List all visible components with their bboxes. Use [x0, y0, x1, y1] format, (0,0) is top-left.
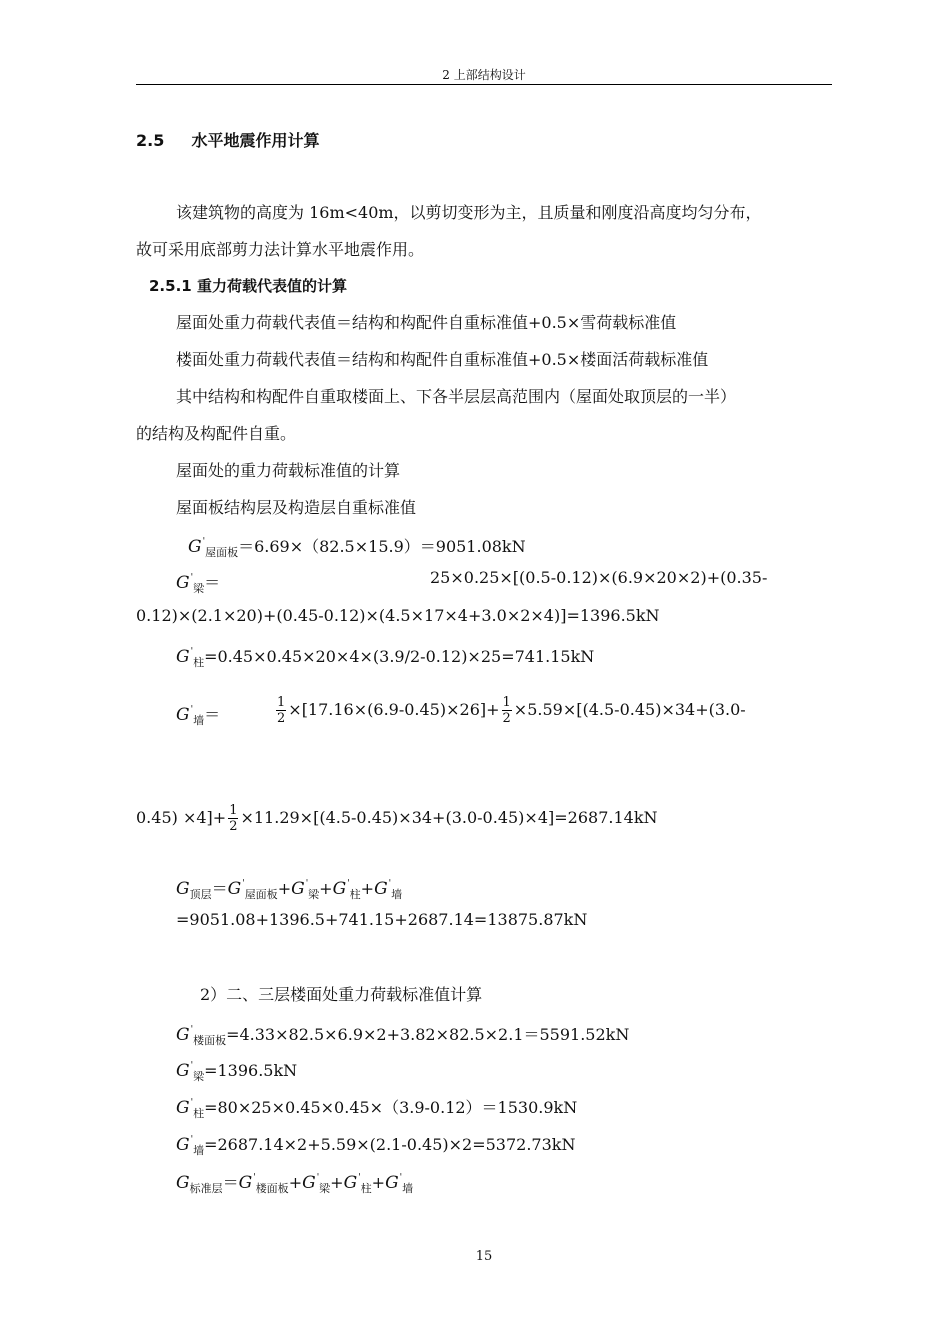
fraction-numerator: 1	[277, 695, 286, 710]
roof-wall-part-3: 0.45) ×4]+	[136, 808, 227, 827]
prime-mark: '	[347, 879, 350, 889]
plus-sign: +	[330, 1173, 344, 1192]
fraction-numerator: 1	[502, 695, 511, 710]
g-symbol: G	[227, 879, 242, 899]
floor-column-subscript: 柱	[193, 1107, 205, 1120]
subsection-heading	[149, 276, 347, 296]
top-floor-sum-result: =9051.08+1396.5+741.15+2687.14=13875.87kN	[176, 910, 588, 929]
roof-wall-expression-2	[136, 798, 658, 838]
section-heading	[136, 131, 320, 151]
prime-mark: '	[190, 1135, 194, 1145]
standard-floor-sum-formula	[176, 1168, 413, 1199]
roof-wall-part-4: ×11.29×[(4.5-0.45)×34+(3.0-0.45)×4]=2687.14kN	[240, 808, 658, 827]
floor-wall-subscript: 墙	[193, 1144, 205, 1157]
prime-mark: '	[358, 1173, 361, 1183]
subsection-title: 重力荷载代表值的计算	[196, 277, 347, 295]
header-rule	[136, 84, 832, 85]
roof-wall-part-1: ×[17.16×(6.9-0.45)×26]+	[288, 700, 500, 719]
g-symbol: G	[176, 1173, 190, 1193]
fraction-numerator: 1	[229, 803, 238, 818]
prime-mark: '	[190, 1025, 194, 1035]
top-floor-sum-formula	[176, 874, 402, 905]
prime-mark: '	[190, 1061, 194, 1071]
self-weight-line-2: 的结构及构配件自重。	[136, 424, 297, 443]
g-symbol: G	[385, 1173, 399, 1193]
g-symbol: G	[332, 879, 347, 899]
roof-slab-formula	[188, 532, 526, 563]
roof-beam-formula-head	[176, 568, 220, 599]
roof-wall-part-2: ×5.59×[(4.5-0.45)×34+(3.0-	[513, 700, 746, 719]
g-symbol: G	[374, 879, 388, 899]
prime-mark: '	[399, 1173, 403, 1183]
roof-beam-subscript: 梁	[308, 888, 320, 901]
plus-sign: +	[277, 879, 292, 898]
floor-slab-subscript: 楼面板	[255, 1182, 289, 1195]
plus-sign: +	[319, 879, 333, 898]
roof-column-subscript: 柱	[349, 888, 361, 901]
roof-wall-subscript: 墙	[193, 714, 205, 727]
top-floor-subscript: 顶层	[189, 888, 212, 901]
roof-column-formula	[176, 642, 594, 673]
intro-line-2: 故可采用底部剪力法计算水平地震作用。	[136, 240, 425, 259]
equals-sign: ＝	[211, 879, 228, 898]
g-symbol: G	[188, 537, 202, 557]
floor-column-expression: =80×25×0.45×0.45×（3.9-0.12）＝1530.9kN	[204, 1098, 578, 1117]
subsection-number: 2.5.1	[149, 277, 192, 295]
prime-mark: '	[190, 647, 194, 657]
fraction-denominator: 2	[277, 711, 286, 726]
g-symbol: G	[291, 879, 305, 899]
roof-calc-heading: 屋面处的重力荷载标准值的计算	[176, 461, 401, 480]
prime-mark: '	[242, 879, 245, 889]
roof-beam-expression-2: 0.12)×(2.1×20)+(0.45-0.12)×(4.5×17×4+3.0×2×4)]=1396.5kN	[136, 606, 660, 625]
intro-line-1: 该建筑物的高度为 16m<40m，以剪切变形为主，且质量和刚度沿高度均匀分布，	[176, 203, 762, 222]
g-symbol: G	[176, 1098, 190, 1118]
roof-slab-heading: 屋面板结构层及构造层自重标准值	[176, 498, 417, 517]
prime-mark: '	[190, 573, 194, 583]
g-symbol: G	[302, 1173, 316, 1193]
floor-beam-subscript: 梁	[319, 1182, 331, 1195]
floor-calc-heading: 2）二、三层楼面处重力荷载标准值计算	[200, 985, 483, 1004]
plus-sign: +	[288, 1173, 303, 1192]
floor-wall-expression: =2687.14×2+5.59×(2.1-0.45)×2=5372.73kN	[204, 1135, 576, 1154]
fraction-one-half	[228, 803, 238, 834]
floor-slab-formula	[176, 1020, 629, 1051]
floor-beam-expression: =1396.5kN	[204, 1061, 298, 1080]
standard-floor-subscript: 标准层	[189, 1182, 223, 1195]
floor-slab-expression: =4.33×82.5×6.9×2+3.82×82.5×2.1＝5591.52kN	[226, 1025, 630, 1044]
roof-beam-subscript: 梁	[193, 582, 205, 595]
page-number: 15	[475, 1249, 493, 1264]
prime-mark: '	[316, 1173, 320, 1183]
roof-slab-expression: ＝6.69×（82.5×15.9）＝9051.08kN	[238, 537, 526, 556]
prime-mark: '	[388, 879, 392, 889]
floor-slab-subscript: 楼面板	[193, 1034, 227, 1047]
g-symbol: G	[176, 647, 190, 667]
self-weight-line-1: 其中结构和构配件自重取楼面上、下各半层层高范围内（屋面处取顶层的一半）	[176, 387, 737, 406]
floor-column-subscript: 柱	[360, 1182, 372, 1195]
g-symbol: G	[176, 705, 190, 725]
prime-mark: '	[190, 705, 194, 715]
floor-definition: 楼面处重力荷载代表值＝结构和构配件自重标准值+0.5×楼面活荷载标准值	[176, 350, 709, 369]
fraction-one-half	[276, 695, 286, 726]
roof-beam-expression-1: 25×0.25×[(0.5-0.12)×(6.9×20×2)+(0.35-	[430, 568, 768, 587]
fraction-one-half	[502, 695, 512, 726]
fraction-denominator: 2	[229, 819, 238, 834]
prime-mark: '	[253, 1173, 256, 1183]
roof-definition: 屋面处重力荷载代表值＝结构和构配件自重标准值+0.5×雪荷载标准值	[176, 313, 677, 332]
roof-slab-subscript: 屋面板	[205, 546, 239, 559]
g-symbol: G	[176, 879, 190, 899]
g-symbol: G	[176, 573, 190, 593]
roof-slab-subscript: 屋面板	[244, 888, 278, 901]
equals-sign: ＝	[222, 1173, 239, 1192]
floor-beam-formula	[176, 1056, 297, 1087]
g-symbol: G	[176, 1135, 190, 1155]
section-title: 水平地震作用计算	[191, 131, 320, 150]
prime-mark: '	[190, 1098, 194, 1108]
running-header: 2 上部结构设计	[442, 68, 526, 82]
plus-sign: +	[371, 1173, 386, 1192]
g-symbol: G	[238, 1173, 253, 1193]
g-symbol: G	[176, 1025, 190, 1045]
roof-wall-expression-1	[274, 690, 746, 730]
roof-wall-subscript: 墙	[391, 888, 403, 901]
floor-beam-subscript: 梁	[193, 1070, 205, 1083]
roof-column-subscript: 柱	[193, 656, 205, 669]
floor-column-formula	[176, 1093, 577, 1124]
equals-sign: ＝	[204, 705, 221, 724]
fraction-denominator: 2	[502, 711, 511, 726]
plus-sign: +	[360, 879, 375, 898]
roof-wall-formula-head	[176, 700, 220, 731]
g-symbol: G	[343, 1173, 358, 1193]
prime-mark: '	[305, 879, 309, 889]
prime-mark: '	[202, 537, 206, 547]
roof-column-expression: =0.45×0.45×20×4×(3.9/2-0.12)×25=741.15kN	[204, 647, 595, 666]
equals-sign: ＝	[204, 573, 221, 592]
g-symbol: G	[176, 1061, 190, 1081]
section-number: 2.5	[136, 131, 165, 150]
floor-wall-subscript: 墙	[402, 1182, 414, 1195]
floor-wall-formula	[176, 1130, 575, 1161]
